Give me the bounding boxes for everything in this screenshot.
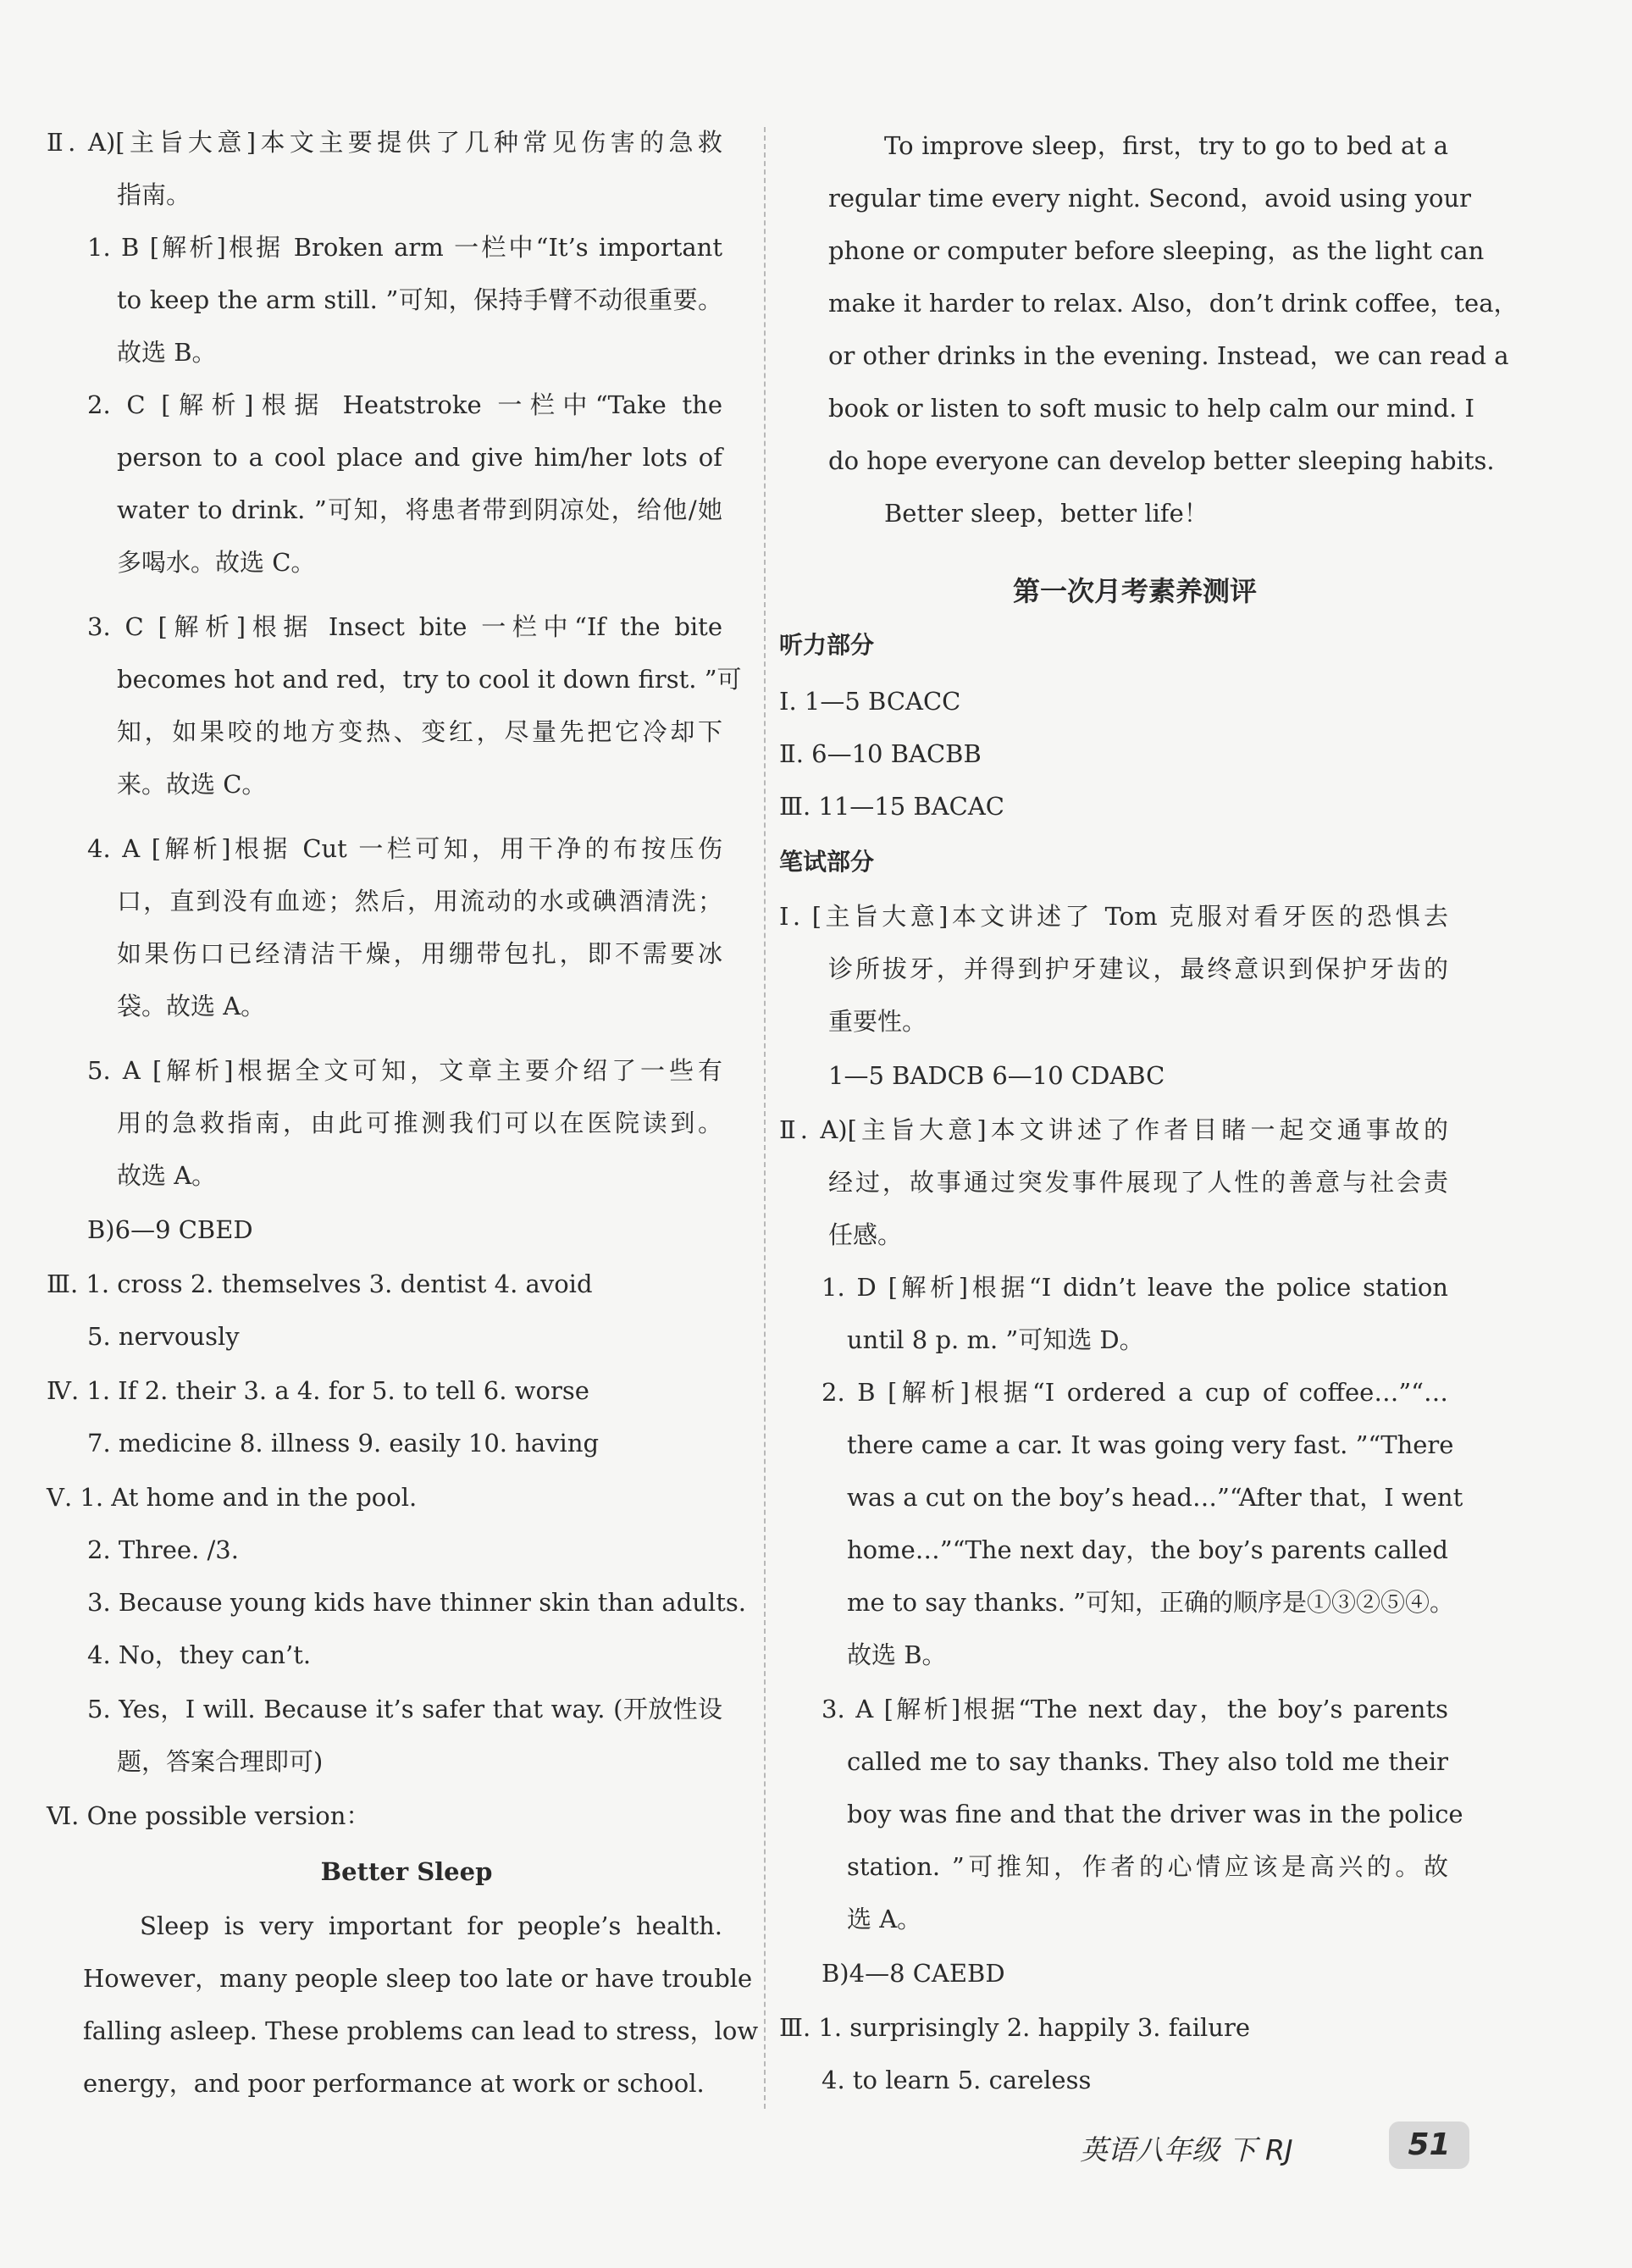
text-line: 诊所拔牙，并得到护牙建议，最终意识到保护牙齿的 xyxy=(828,954,1448,983)
text-line: to keep the arm still. ”可知，保持手臂不动很重要。 xyxy=(117,285,722,314)
text-line: water to drink. ”可知，将患者带到阴凉处，给他/她 xyxy=(117,495,722,524)
book-label: 英语八年级 下 RJ xyxy=(1080,2133,1293,2166)
text-line: Ⅱ. A)[主旨大意]本文讲述了作者目睹一起交通事故的 xyxy=(779,1115,1448,1144)
text-line: 口，直到没有血迹；然后，用流动的水或碘酒清洗； xyxy=(117,887,722,915)
text-line: 5. A [解析]根据全文可知，文章主要介绍了一些有 xyxy=(87,1056,722,1085)
subsection-heading: 听力部分 xyxy=(779,631,875,659)
text-line: 选 A。 xyxy=(847,1905,922,1933)
text-line: 用的急救指南，由此可推测我们可以在医院读到。 xyxy=(117,1109,722,1137)
text-line: 1. D [解析]根据“I didn’t leave the police station xyxy=(822,1273,1448,1302)
text-line: 重要性。 xyxy=(828,1007,927,1036)
text-line: Better sleep，better life！ xyxy=(884,499,1209,528)
text-line: person to a cool place and give him/her lots of xyxy=(117,443,722,472)
text-line: 袋。故选 A。 xyxy=(117,992,266,1021)
section-title: 第一次月考素养测评 xyxy=(1012,575,1257,607)
text-line: 故选 A。 xyxy=(117,1161,217,1190)
text-line: 2. B [解析]根据“I ordered a cup of coffee…”“… xyxy=(822,1378,1448,1407)
text-line: B)6—9 CBED xyxy=(87,1215,253,1244)
text-line: phone or computer before sleeping，as the light can xyxy=(828,236,1485,265)
text-line: 题，答案合理即可) xyxy=(117,1747,324,1776)
text-line: 4. to learn 5. careless xyxy=(822,2066,1092,2094)
text-line: To improve sleep，first，try to go to bed at a xyxy=(884,131,1448,160)
page-number: 51 xyxy=(1389,2121,1469,2169)
text-line: 7. medicine 8. illness 9. easily 10. having xyxy=(87,1429,600,1458)
page-footer xyxy=(1080,2121,1478,2172)
text-line: 如果伤口已经清洁干燥，用绷带包扎，即不需要冰 xyxy=(117,939,722,968)
text-line: becomes hot and red，try to cool it down first. ”可 xyxy=(117,665,742,694)
text-line: 任感。 xyxy=(828,1220,903,1249)
text-line: make it harder to relax. Also，don’t drink coffee，tea， xyxy=(828,289,1519,318)
text-line: do hope everyone can develop better sleeping habits. xyxy=(828,446,1495,475)
text-line: falling asleep. These problems can lead to stress，low xyxy=(83,2016,759,2045)
text-line: 经过，故事通过突发事件展现了人性的善意与社会责 xyxy=(828,1168,1448,1197)
text-line: Ⅵ. One possible version： xyxy=(47,1801,371,1830)
text-line: 指南。 xyxy=(117,180,191,209)
text-line: 2. C [解析]根据 Heatstroke 一栏中“Take the xyxy=(87,390,722,419)
text-line: boy was fine and that the driver was in the police xyxy=(847,1800,1463,1828)
text-line: Ⅴ. 1. At home and in the pool. xyxy=(47,1483,418,1512)
text-line: 故选 B。 xyxy=(117,338,217,367)
text-line: 1—5 BADCB 6—10 CDABC xyxy=(828,1061,1165,1090)
text-line: 4. No，they can’t. xyxy=(87,1640,312,1669)
text-line: called me to say thanks. They also told me their xyxy=(847,1747,1448,1776)
text-line: 多喝水。故选 C。 xyxy=(117,548,316,577)
text-line: 来。故选 C。 xyxy=(117,770,267,799)
text-line: was a cut on the boy’s head…”“After that，I went xyxy=(847,1483,1463,1512)
text-line: or other drinks in the evening. Instead，we can read a xyxy=(828,341,1509,370)
text-line: Ⅰ. [主旨大意]本文讲述了 Tom 克服对看牙医的恐惧去 xyxy=(779,902,1448,931)
subsection-heading: 笔试部分 xyxy=(779,848,875,876)
text-line: home…”“The next day，the boy’s parents called xyxy=(847,1535,1448,1564)
text-line: However，many people sleep too late or have trouble xyxy=(83,1964,753,1993)
column-divider xyxy=(764,127,766,2109)
text-line: Ⅲ. 1. cross 2. themselves 3. dentist 4. avoid xyxy=(47,1270,593,1298)
text-line: Ⅱ. 6—10 BACBB xyxy=(779,739,982,768)
text-line: 4. A [解析]根据 Cut 一栏可知，用干净的布按压伤 xyxy=(87,834,722,863)
text-line: until 8 p. m. ”可知选 D。 xyxy=(847,1325,1144,1354)
text-line: there came a car. It was going very fast. ”“There xyxy=(847,1430,1454,1459)
text-line: Ⅳ. 1. If 2. their 3. a 4. for 5. to tell 6. worse xyxy=(47,1376,589,1405)
text-line: 知，如果咬的地方变热、变红，尽量先把它冷却下 xyxy=(117,717,722,746)
text-line: 5. Yes，I will. Because it’s safer that way. (开放性设 xyxy=(87,1695,722,1723)
text-line: Ⅲ. 11—15 BACAC xyxy=(779,792,1004,821)
text-line: regular time every night. Second，avoid using your xyxy=(828,184,1472,213)
text-line: B)4—8 CAEBD xyxy=(822,1959,1005,1988)
text-line: me to say thanks. ”可知，正确的顺序是①③②⑤④。 xyxy=(847,1588,1455,1617)
text-line: 1. B [解析]根据 Broken arm 一栏中“It’s important xyxy=(87,233,722,262)
essay-title: Better Sleep xyxy=(320,1857,493,1886)
text-line: 2. Three. /3. xyxy=(87,1535,239,1564)
text-line: Ⅰ. 1—5 BCACC xyxy=(779,687,961,716)
text-line: 3. A [解析]根据“The next day，the boy’s parents xyxy=(822,1695,1448,1723)
text-line: 故选 B。 xyxy=(847,1640,947,1669)
text-line: book or listen to soft music to help calm our mind. I xyxy=(828,394,1474,423)
text-line: Sleep is very important for people’s health. xyxy=(140,1911,722,1940)
text-line: station. ”可推知，作者的心情应该是高兴的。故 xyxy=(847,1852,1448,1881)
text-line: 3. Because young kids have thinner skin than adults. xyxy=(87,1588,746,1617)
text-line: 5. nervously xyxy=(87,1322,240,1351)
text-line: 3. C [解析]根据 Insect bite 一栏中“If the bite xyxy=(87,612,722,641)
text-line: Ⅱ. A)[主旨大意]本文主要提供了几种常见伤害的急救 xyxy=(47,128,722,157)
text-line: energy，and poor performance at work or school. xyxy=(83,2069,705,2098)
text-line: Ⅲ. 1. surprisingly 2. happily 3. failure xyxy=(779,2013,1250,2042)
